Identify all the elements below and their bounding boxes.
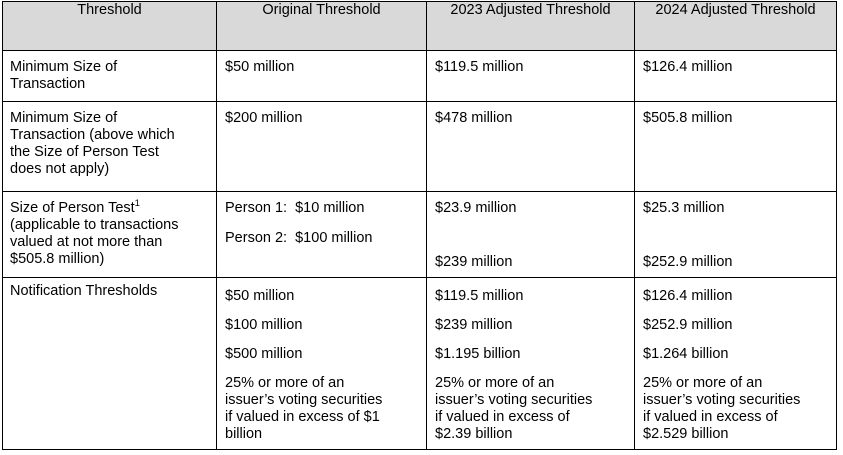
table-row bbox=[3, 192, 837, 278]
column-header-original-threshold bbox=[217, 2, 427, 51]
row-label-line: the Size of Person Test bbox=[10, 144, 159, 160]
cell-paragraph bbox=[435, 375, 626, 443]
row-label-minimum-size-of-transaction bbox=[3, 51, 217, 102]
cell-value: $126.4 million bbox=[643, 288, 733, 304]
cell-value: $126.4 million bbox=[643, 59, 733, 75]
row-label-line: does not apply) bbox=[10, 161, 110, 177]
cell-value: $119.5 million bbox=[435, 288, 524, 304]
cell-value: $1.264 billion bbox=[643, 346, 729, 362]
row-label-line: Transaction bbox=[10, 76, 86, 92]
cell-paragraph-line: 25% or more of an bbox=[225, 375, 345, 391]
column-header-2023-adjusted-threshold bbox=[427, 2, 635, 51]
column-header-threshold-label: Threshold bbox=[77, 2, 142, 18]
cell-paragraph-line: issuer’s voting securities bbox=[225, 392, 383, 408]
cell-value: Person 2: $100 million bbox=[225, 230, 373, 246]
cell-original-r4 bbox=[217, 278, 427, 450]
cell-value: Person 1: $10 million bbox=[225, 200, 365, 216]
cell-original-r2 bbox=[217, 102, 427, 192]
cell-value: $1.195 billion bbox=[435, 346, 521, 362]
table-row bbox=[3, 278, 837, 450]
cell-2024-r1 bbox=[635, 51, 837, 102]
row-label-line: Transaction (above which bbox=[10, 127, 175, 143]
cell-original-r3 bbox=[217, 192, 427, 278]
cell-2024-r4 bbox=[635, 278, 837, 450]
row-label-line: Minimum Size of bbox=[10, 110, 118, 126]
cell-paragraph bbox=[225, 375, 418, 443]
row-label-size-of-person-test bbox=[3, 192, 217, 278]
table-header bbox=[3, 2, 837, 51]
cell-2023-r4 bbox=[427, 278, 635, 450]
table-row bbox=[3, 51, 837, 102]
cell-value: $239 million bbox=[435, 254, 513, 270]
row-label-line: Minimum Size of bbox=[10, 59, 118, 75]
cell-paragraph-line: issuer’s voting securities bbox=[435, 392, 593, 408]
cell-value: $505.8 million bbox=[643, 110, 733, 126]
cell-2023-r3 bbox=[427, 192, 635, 278]
hsr-threshold-table bbox=[2, 1, 837, 450]
cell-value: $252.9 million bbox=[643, 254, 733, 270]
cell-value: $23.9 million bbox=[435, 200, 517, 216]
cell-paragraph-line: if valued in excess of bbox=[435, 409, 570, 425]
cell-value: $50 million bbox=[225, 59, 295, 75]
cell-paragraph-line: $2.39 billion bbox=[435, 426, 513, 442]
row-label-minimum-size-of-transaction-above-which bbox=[3, 102, 217, 192]
cell-value: $252.9 million bbox=[643, 317, 733, 333]
cell-paragraph-line: billion bbox=[225, 426, 263, 442]
cell-2023-r2 bbox=[427, 102, 635, 192]
cell-2024-r3 bbox=[635, 192, 837, 278]
cell-value: $500 million bbox=[225, 346, 303, 362]
cell-paragraph-line: 25% or more of an bbox=[435, 375, 555, 391]
footnote-marker: 1 bbox=[134, 198, 140, 210]
cell-2023-r1 bbox=[427, 51, 635, 102]
cell-paragraph bbox=[643, 375, 828, 443]
cell-2024-r2 bbox=[635, 102, 837, 192]
column-header-threshold bbox=[3, 2, 217, 51]
cell-value: $100 million bbox=[225, 317, 303, 333]
table-row bbox=[3, 102, 837, 192]
column-header-2024-adjusted-threshold-label: 2024 Adjusted Threshold bbox=[655, 2, 816, 18]
cell-paragraph-line: if valued in excess of bbox=[643, 409, 778, 425]
cell-value: $50 million bbox=[225, 288, 295, 304]
column-header-2023-adjusted-threshold-label: 2023 Adjusted Threshold bbox=[450, 2, 611, 18]
row-label-text: Size of Person Test bbox=[10, 200, 135, 216]
cell-value: $478 million bbox=[435, 110, 513, 126]
cell-value: $25.3 million bbox=[643, 200, 725, 216]
cell-paragraph-line: issuer’s voting securities bbox=[643, 392, 801, 408]
cell-original-r1 bbox=[217, 51, 427, 102]
row-label-line: valued at not more than bbox=[10, 234, 163, 250]
row-label-line: Notification Thresholds bbox=[10, 283, 158, 299]
column-header-original-threshold-label: Original Threshold bbox=[262, 2, 381, 18]
cell-paragraph-line: if valued in excess of $1 bbox=[225, 409, 380, 425]
header-row bbox=[3, 2, 837, 51]
column-header-2024-adjusted-threshold bbox=[635, 2, 837, 51]
row-label-line: $505.8 million) bbox=[10, 251, 105, 267]
row-label-line: (applicable to transactions bbox=[10, 217, 179, 233]
cell-paragraph-line: $2.529 billion bbox=[643, 426, 729, 442]
cell-value: $119.5 million bbox=[435, 59, 524, 75]
table-body bbox=[3, 51, 837, 450]
row-label-notification-thresholds bbox=[3, 278, 217, 450]
row-label-line bbox=[10, 200, 208, 217]
cell-paragraph-line: 25% or more of an bbox=[643, 375, 763, 391]
cell-value: $200 million bbox=[225, 110, 303, 126]
cell-value: $239 million bbox=[435, 317, 513, 333]
